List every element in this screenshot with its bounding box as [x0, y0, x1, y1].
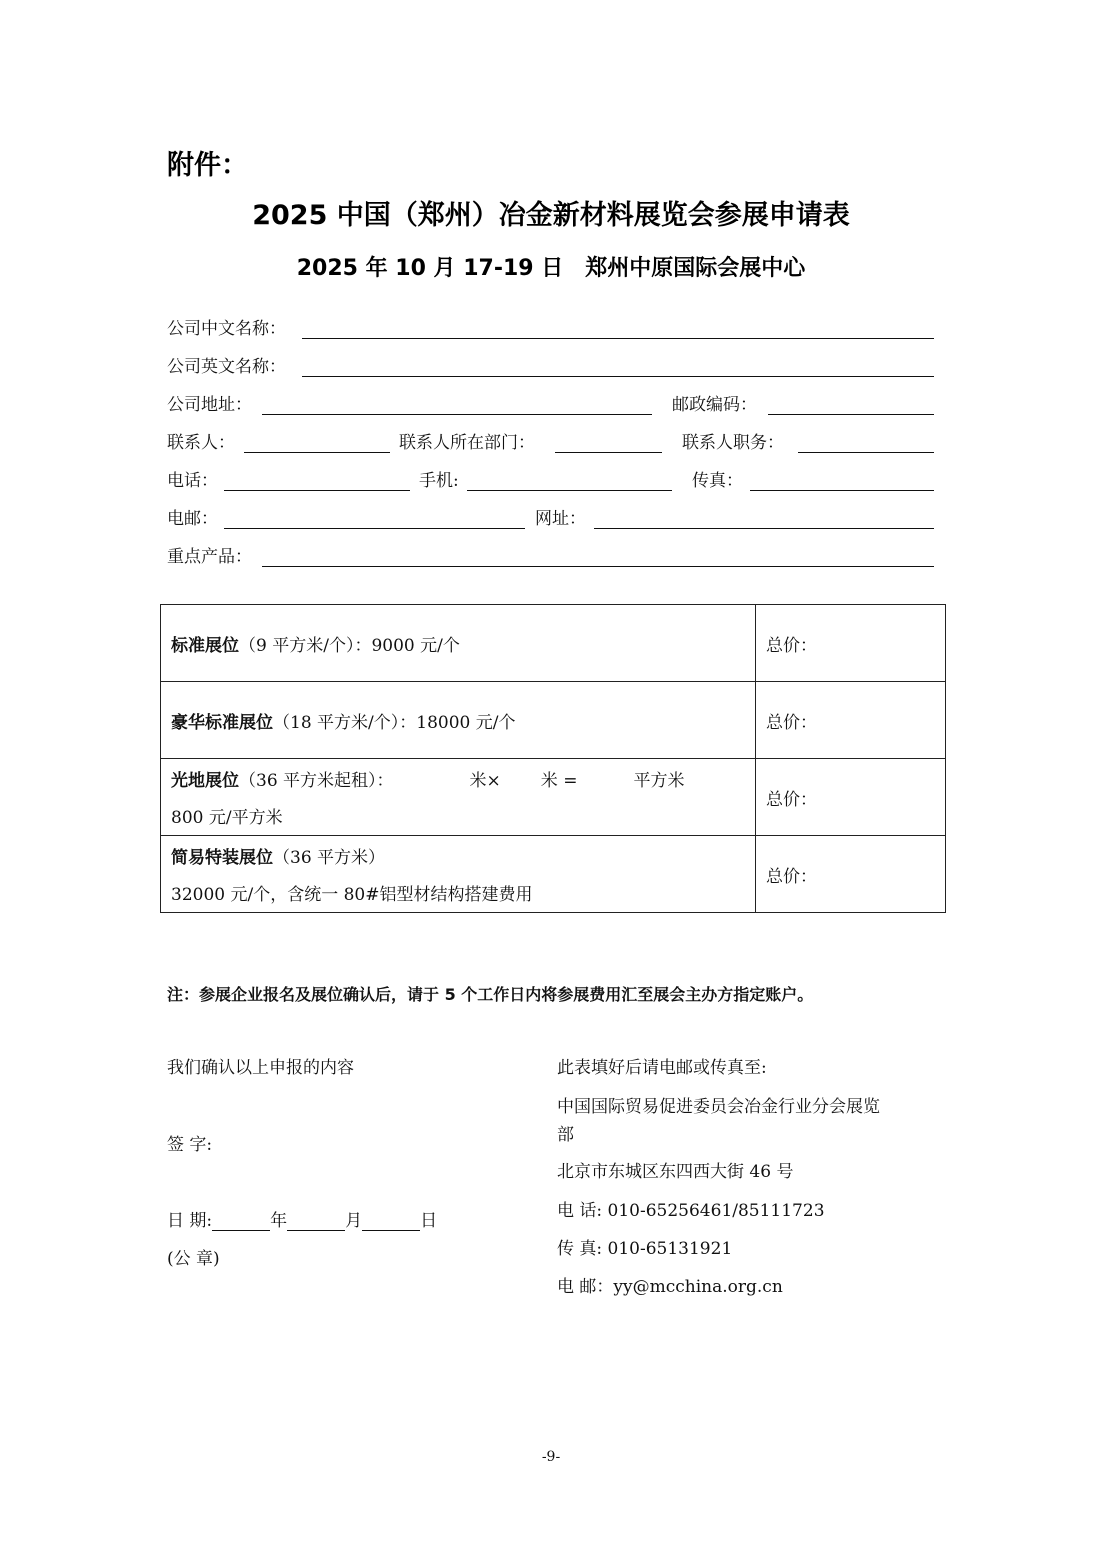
date-label: 日 期:: [167, 1211, 213, 1231]
attachment-label: 附件：: [167, 150, 248, 181]
mobile-label: 手机:: [419, 471, 459, 491]
postcode-field[interactable]: [768, 414, 934, 415]
payment-note: 注：参展企业报名及展位确认后，请于 5 个工作日内将参展费用汇至展会主办方指定账户。: [167, 985, 814, 1004]
area-width-unit: 米 =: [540, 771, 578, 791]
organizer-fax: 传 真: 010-65131921: [557, 1239, 733, 1259]
fax-field[interactable]: [750, 490, 934, 491]
booth-table: [160, 604, 946, 913]
postcode-label: 邮政编码：: [672, 395, 757, 415]
booth-name: 标准展位: [171, 635, 239, 656]
organizer-name-line1: 中国国际贸易促进委员会冶金行业分会展览: [557, 1097, 880, 1117]
company-en-label: 公司英文名称：: [167, 357, 286, 377]
signature-label: 签 字:: [167, 1135, 213, 1155]
page-number: -9-: [541, 1449, 561, 1465]
booth-price: 800 元/平方米: [171, 808, 283, 828]
address-label: 公司地址：: [167, 395, 252, 415]
booth-row: [161, 836, 946, 913]
booth-name: 简易特装展位: [171, 848, 273, 868]
website-label: 网址：: [535, 509, 586, 529]
organizer-email[interactable]: 电 邮：yy@mcchina.org.cn: [557, 1277, 783, 1297]
organizer-name-line2: 部: [557, 1125, 574, 1145]
send-instruction: 此表填好后请电邮或传真至:: [557, 1058, 767, 1078]
confirm-text: 我们确认以上申报的内容: [167, 1058, 354, 1078]
department-field[interactable]: [555, 452, 662, 453]
booth-row: [161, 605, 946, 682]
company-cn-label: 公司中文名称：: [167, 319, 286, 339]
address-field[interactable]: [262, 414, 652, 415]
form-title: 2025 中国（郑州）冶金新材料展览会参展申请表: [252, 200, 850, 231]
email-field[interactable]: [224, 528, 525, 529]
booth-row: [161, 682, 946, 759]
booth-name: 豪华标准展位: [171, 712, 273, 733]
booth-detail: （36 平方米）: [273, 848, 386, 868]
booth-detail: （18 平方米/个）：18000 元/个: [273, 712, 516, 733]
booth-total-label: 总价：: [766, 866, 817, 887]
company-cn-field[interactable]: [302, 338, 934, 339]
booth-option: [161, 836, 756, 913]
booth-detail: （36 平方米起租）：: [239, 771, 394, 791]
booth-option: [161, 605, 756, 682]
booth-option: [161, 682, 756, 759]
area-length-unit: 米×: [469, 771, 501, 791]
booth-total-label: 总价：: [766, 712, 817, 733]
form-subtitle: 2025 年 10 月 17-19 日 郑州中原国际会展中心: [296, 256, 806, 281]
contact-field[interactable]: [244, 452, 390, 453]
booth-total-cell[interactable]: [756, 682, 946, 759]
products-field[interactable]: [262, 566, 934, 567]
website-field[interactable]: [594, 528, 934, 529]
seal-label: (公 章): [167, 1249, 220, 1269]
month-field[interactable]: [287, 1212, 345, 1231]
organizer-address: 北京市东城区东四西大街 46 号: [557, 1162, 794, 1182]
mobile-field[interactable]: [467, 490, 672, 491]
contact-label: 联系人：: [167, 433, 235, 453]
booth-total-cell[interactable]: [756, 836, 946, 913]
booth-name: 光地展位: [171, 771, 239, 791]
date-line: [167, 1206, 437, 1231]
booth-row: [161, 759, 946, 836]
area-total-unit: 平方米: [633, 771, 685, 791]
booth-detail: （9 平方米/个）：9000 元/个: [239, 635, 460, 656]
year-field[interactable]: [212, 1212, 270, 1231]
phone-label: 电话：: [167, 471, 218, 491]
department-label: 联系人所在部门：: [399, 433, 535, 453]
phone-field[interactable]: [224, 490, 410, 491]
products-label: 重点产品：: [167, 547, 252, 567]
booth-total-cell[interactable]: [756, 759, 946, 836]
month-label: 月: [345, 1211, 363, 1231]
booth-total-label: 总价：: [766, 789, 817, 810]
day-field[interactable]: [362, 1212, 420, 1231]
position-field[interactable]: [798, 452, 934, 453]
email-label: 电邮：: [167, 509, 218, 529]
day-label: 日: [420, 1211, 438, 1231]
booth-total-label: 总价：: [766, 635, 817, 656]
year-label: 年: [270, 1211, 288, 1231]
position-label: 联系人职务：: [682, 433, 784, 453]
fax-label: 传真：: [692, 471, 743, 491]
booth-price: 32000 元/个，含统一 80#铝型材结构搭建费用: [171, 885, 533, 905]
organizer-phone: 电 话: 010-65256461/85111723: [557, 1201, 825, 1221]
booth-total-cell[interactable]: [756, 605, 946, 682]
company-en-field[interactable]: [302, 376, 934, 377]
booth-option: [161, 759, 756, 836]
